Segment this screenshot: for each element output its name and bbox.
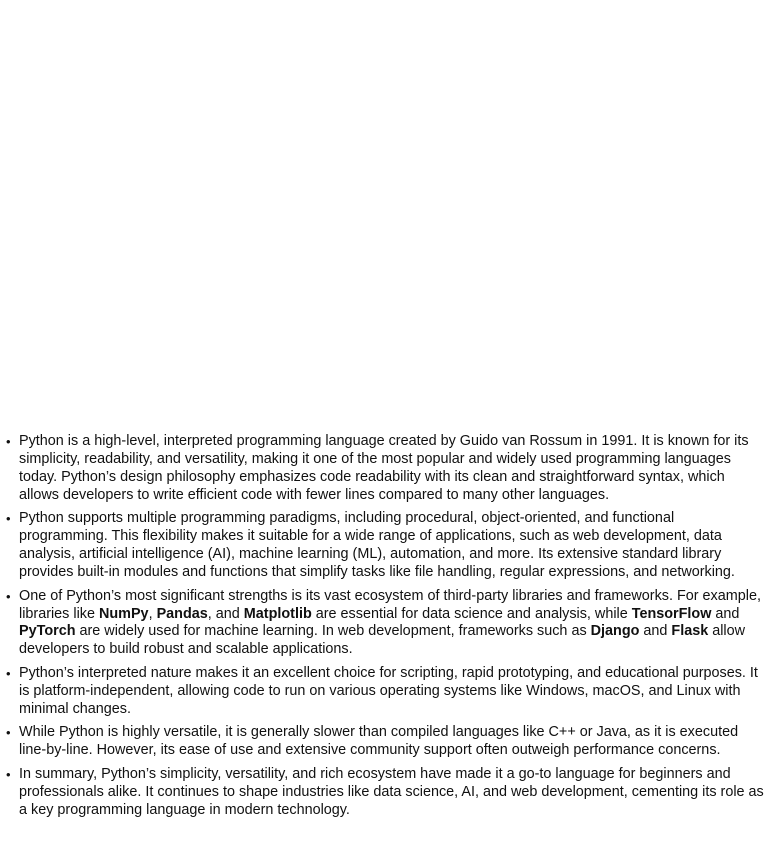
text-segment: , [148,605,157,622]
text-segment: One of Python’s most significant strengths is its vast ecosystem of third-party libraries and frameworks. For example, libraries like [19,587,761,622]
bold-term: NumPy [98,605,149,622]
bullet-list [6,433,764,820]
text-segment: Python is a high-level, interpreted programming language created by Guido van Rossum in 1991. It is known for its simplicity, readability, and versatility, making it one of the most popular and widely used programming languages today. Python’s design philosophy emphasizes code readability with its clean and straightforward syntax, which allows developers to write efficient code with fewer lines compared to many other languages. [19,433,749,503]
text-segment: are widely used for machine learning. In web development, frameworks such as [75,623,591,640]
text-segment: While Python is highly versatile, it is generally slower than compiled languages like C++ or Java, as it is executed line-by-line. However, its ease of use and extensive community support often outweigh performance concerns. [19,724,739,759]
document-body [0,433,768,825]
text-segment: allow developers to build robust and scalable applications. [19,623,746,658]
list-item [6,588,764,660]
text-segment: In summary, Python’s simplicity, versatility, and rich ecosystem have made it a go-to language for beginners and professionals alike. It continues to shape industries like data science, AI, and web development, cementing its role as a key programming language in modern technology. [19,765,764,818]
bold-term: PyTorch [19,623,76,640]
bold-term: Matplotlib [243,605,312,622]
list-item [6,766,764,820]
bold-term: Pandas [156,605,208,622]
list-item [6,510,764,582]
bold-term: TensorFlow [631,605,712,622]
text-segment: and [639,623,672,640]
list-item [6,665,764,719]
text-segment: Python supports multiple programming paradigms, including procedural, object-oriented, and functional programming. This flexibility makes it suitable for a wide range of applications, such as web development, data analysis, artificial intelligence (AI), machine learning (ML), automation, and more. Its extensive standard library provides built-in modules and functions that simplify tasks like file handling, regular expressions, and networking. [19,510,735,581]
text-segment: , and [207,605,244,622]
text-segment: and [711,605,740,622]
bold-term: Django [590,623,640,640]
text-segment: Python’s interpreted nature makes it an excellent choice for scripting, rapid prototyping, and educational purposes. It is platform-independent, allowing code to run on various operating systems like Windows, macOS, and Linux with minimal changes. [19,664,758,717]
list-item [6,724,764,760]
bold-term: Flask [671,623,709,640]
list-item [6,433,764,505]
text-segment: are essential for data science and analysis, while [311,605,632,622]
